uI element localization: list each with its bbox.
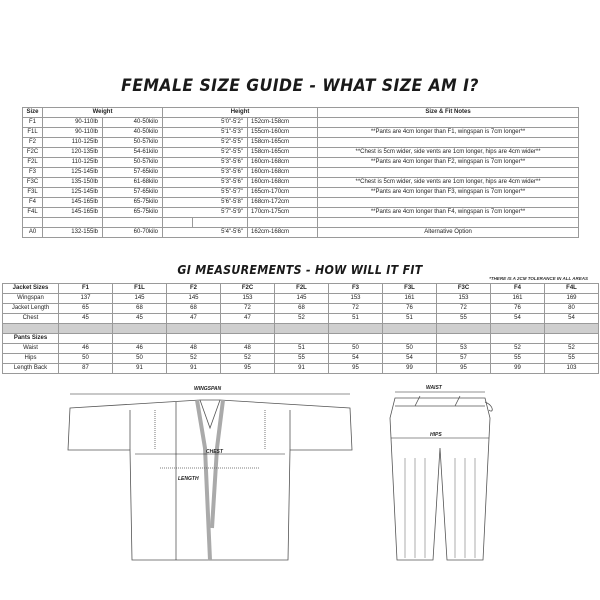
size-cell: F4L [23, 208, 43, 218]
gi-value-cell: 46 [59, 344, 113, 354]
gi-column-header: F2L [275, 284, 329, 294]
weight-kg-cell: 50-57kilo [103, 158, 163, 168]
gi-row [3, 294, 599, 304]
gi-column-header: F3C [437, 284, 491, 294]
size-row [23, 178, 579, 188]
fit-note-cell [318, 168, 579, 178]
gi-divider-cell [329, 324, 383, 334]
weight-lb-cell: 132-155lb [43, 228, 103, 238]
gi-value-cell: 51 [329, 314, 383, 324]
gi-column-header [59, 334, 113, 344]
gi-value-cell: 50 [329, 344, 383, 354]
gi-column-header [383, 334, 437, 344]
height-cm-cell: 155cm-160cm [248, 128, 318, 138]
gi-value-cell: 52 [491, 344, 545, 354]
height-ft-cell: 5'7"-5'9" [163, 208, 248, 218]
weight-kg-cell: 50-57kilo [103, 138, 163, 148]
gi-row-label: Hips [3, 354, 59, 364]
gi-table-body [3, 284, 599, 374]
gi-value-cell: 99 [383, 364, 437, 374]
fit-note-cell: **Chest is 5cm wider, side vents are 1cm longer, hips are 4cm wider** [318, 148, 579, 158]
gi-value-cell: 48 [167, 344, 221, 354]
gi-value-cell: 137 [59, 294, 113, 304]
gi-value-cell: 145 [113, 294, 167, 304]
gi-value-cell: 53 [437, 344, 491, 354]
gi-header-label: Pants Sizes [3, 334, 59, 344]
size-row [23, 188, 579, 198]
spacer-cell [103, 218, 163, 228]
weight-kg-cell: 65-75kilo [103, 198, 163, 208]
size-cell: A0 [23, 228, 43, 238]
gi-value-cell: 145 [275, 294, 329, 304]
gi-row [3, 364, 599, 374]
weight-kg-cell: 61-68kilo [103, 178, 163, 188]
tolerance-note: *THERE IS A 2CM TOLERANCE IN ALL AREAS [489, 276, 588, 281]
height-ft-cell: 5'5"-5'7" [163, 188, 248, 198]
gi-value-cell: 68 [275, 304, 329, 314]
gi-value-cell: 153 [221, 294, 275, 304]
height-ft-cell: 5'1"-5'3" [163, 128, 248, 138]
gi-value-cell: 72 [221, 304, 275, 314]
gi-divider-cell [221, 324, 275, 334]
spacer-row [23, 218, 579, 228]
weight-lb-cell: 120-135lb [43, 148, 103, 158]
page-title: FEMALE SIZE GUIDE - WHAT SIZE AM I? [121, 76, 479, 96]
gi-divider-cell [437, 324, 491, 334]
gi-row-label: Chest [3, 314, 59, 324]
gi-value-cell: 52 [275, 314, 329, 324]
size-cell: F2L [23, 158, 43, 168]
gi-value-cell: 51 [275, 344, 329, 354]
gi-value-cell: 50 [59, 354, 113, 364]
spacer-cell [163, 218, 193, 228]
height-cm-cell: 158cm-165cm [248, 138, 318, 148]
gi-value-cell: 76 [383, 304, 437, 314]
gi-row-label: Wingspan [3, 294, 59, 304]
fit-note-cell [318, 198, 579, 208]
gi-divider-cell [3, 324, 59, 334]
size-row [23, 128, 579, 138]
gi-value-cell: 80 [545, 304, 599, 314]
weight-kg-cell: 65-75kilo [103, 208, 163, 218]
gi-value-cell: 99 [491, 364, 545, 374]
gi-column-header [113, 334, 167, 344]
size-cell: F3C [23, 178, 43, 188]
gi-row-label: Length Back [3, 364, 59, 374]
gi-value-cell: 153 [329, 294, 383, 304]
gi-value-cell: 57 [437, 354, 491, 364]
size-cell: F2 [23, 138, 43, 148]
fit-note-cell: Alternative Option [318, 228, 579, 238]
gi-value-cell: 52 [221, 354, 275, 364]
gi-divider-cell [275, 324, 329, 334]
gi-header-row [3, 284, 599, 294]
fit-note-cell: **Pants are 4cm longer than F4, wingspan is 7cm longer** [318, 208, 579, 218]
gi-column-header [167, 334, 221, 344]
gi-divider-cell [113, 324, 167, 334]
height-cm-cell: 162cm-168cm [248, 228, 318, 238]
gi-divider-cell [383, 324, 437, 334]
spacer-cell [248, 218, 318, 228]
header-size: Size [23, 108, 43, 118]
gi-column-header: F2 [167, 284, 221, 294]
height-cm-cell: 158cm-165cm [248, 148, 318, 158]
fit-note-cell: **Chest is 5cm wider, side vents are 1cm longer, hips are 4cm wider** [318, 178, 579, 188]
gi-value-cell: 55 [437, 314, 491, 324]
size-table-header-row [23, 108, 579, 118]
gi-column-header [491, 334, 545, 344]
gi-row [3, 304, 599, 314]
height-cm-cell: 160cm-168cm [248, 168, 318, 178]
gi-header-row [3, 334, 599, 344]
weight-lb-cell: 90-110lb [43, 118, 103, 128]
weight-kg-cell: 57-65kilo [103, 188, 163, 198]
weight-kg-cell: 60-70kilo [103, 228, 163, 238]
gi-value-cell: 161 [383, 294, 437, 304]
gi-divider-cell [167, 324, 221, 334]
spacer-cell [23, 218, 43, 228]
size-row [23, 198, 579, 208]
fit-note-cell: **Pants are 4cm longer than F1, wingspan is 7cm longer** [318, 128, 579, 138]
gi-value-cell: 65 [59, 304, 113, 314]
gi-value-cell: 50 [113, 354, 167, 364]
size-row [23, 158, 579, 168]
height-cm-cell: 160cm-168cm [248, 178, 318, 188]
fit-note-cell [318, 138, 579, 148]
gi-value-cell: 68 [113, 304, 167, 314]
gi-row [3, 344, 599, 354]
gi-row-label: Waist [3, 344, 59, 354]
size-row [23, 138, 579, 148]
pants-diagram [385, 388, 495, 573]
gi-header-label: Jacket Sizes [3, 284, 59, 294]
gi-value-cell: 145 [167, 294, 221, 304]
gi-value-cell: 95 [221, 364, 275, 374]
gi-value-cell: 50 [383, 344, 437, 354]
height-cm-cell: 165cm-170cm [248, 188, 318, 198]
gi-row-label: Jacket Length [3, 304, 59, 314]
size-cell: F4 [23, 198, 43, 208]
gi-value-cell: 72 [329, 304, 383, 314]
gi-column-header: F4 [491, 284, 545, 294]
weight-lb-cell: 145-165lb [43, 208, 103, 218]
spacer-cell [193, 218, 248, 228]
gi-measurements-title: GI MEASUREMENTS - HOW WILL IT FIT [177, 263, 423, 277]
chest-label: CHEST [206, 449, 223, 455]
gi-column-header [437, 334, 491, 344]
gi-value-cell: 45 [59, 314, 113, 324]
height-ft-cell: 5'3"-5'6" [163, 158, 248, 168]
size-table [22, 107, 579, 238]
weight-kg-cell: 40-50kilo [103, 128, 163, 138]
wingspan-label: WINGSPAN [194, 386, 222, 392]
gi-value-cell: 161 [491, 294, 545, 304]
weight-lb-cell: 110-125lb [43, 158, 103, 168]
size-row [23, 118, 579, 128]
gi-value-cell: 169 [545, 294, 599, 304]
gi-value-cell: 91 [113, 364, 167, 374]
gi-value-cell: 95 [329, 364, 383, 374]
gi-value-cell: 91 [275, 364, 329, 374]
gi-divider-cell [491, 324, 545, 334]
gi-value-cell: 47 [167, 314, 221, 324]
size-cell: F1 [23, 118, 43, 128]
size-cell: F2C [23, 148, 43, 158]
gi-value-cell: 55 [545, 354, 599, 364]
header-height: Height [163, 108, 318, 118]
size-row [23, 208, 579, 218]
size-cell: F3 [23, 168, 43, 178]
gi-value-cell: 47 [221, 314, 275, 324]
gi-value-cell: 51 [383, 314, 437, 324]
spacer-cell [43, 218, 103, 228]
gi-value-cell: 153 [437, 294, 491, 304]
gi-column-header: F4L [545, 284, 599, 294]
weight-lb-cell: 90-110lb [43, 128, 103, 138]
gi-value-cell: 91 [167, 364, 221, 374]
size-cell: F1L [23, 128, 43, 138]
gi-value-cell: 45 [113, 314, 167, 324]
gi-divider-cell [59, 324, 113, 334]
height-ft-cell: 5'2"-5'5" [163, 148, 248, 158]
height-cm-cell: 152cm-158cm [248, 118, 318, 128]
gi-column-header: F2C [221, 284, 275, 294]
gi-value-cell: 52 [545, 344, 599, 354]
weight-lb-cell: 110-125lb [43, 138, 103, 148]
gi-value-cell: 95 [437, 364, 491, 374]
gi-value-cell: 72 [437, 304, 491, 314]
gi-value-cell: 48 [221, 344, 275, 354]
gi-value-cell: 54 [329, 354, 383, 364]
gi-value-cell: 54 [491, 314, 545, 324]
jacket-diagram [60, 388, 360, 573]
gi-value-cell: 87 [59, 364, 113, 374]
hips-label: HIPS [430, 432, 442, 438]
height-cm-cell: 170cm-175cm [248, 208, 318, 218]
gi-value-cell: 54 [545, 314, 599, 324]
height-cm-cell: 168cm-172cm [248, 198, 318, 208]
weight-lb-cell: 125-145lb [43, 188, 103, 198]
gi-column-header [275, 334, 329, 344]
size-row [23, 228, 579, 238]
gi-divider-row [3, 324, 599, 334]
gi-column-header [329, 334, 383, 344]
gi-value-cell: 76 [491, 304, 545, 314]
waist-label: WAIST [426, 385, 442, 391]
gi-value-cell: 103 [545, 364, 599, 374]
height-ft-cell: 5'3"-5'6" [163, 178, 248, 188]
height-ft-cell: 5'0"-5'2" [163, 118, 248, 128]
header-weight: Weight [43, 108, 163, 118]
weight-lb-cell: 125-145lb [43, 168, 103, 178]
fit-note-cell: **Pants are 4cm longer than F2, wingspan is 7cm longer** [318, 158, 579, 168]
height-cm-cell: 160cm-168cm [248, 158, 318, 168]
height-ft-cell: 5'4"-5'6" [163, 228, 248, 238]
height-ft-cell: 5'3"-5'6" [163, 168, 248, 178]
weight-lb-cell: 145-165lb [43, 198, 103, 208]
gi-value-cell: 68 [167, 304, 221, 314]
fit-note-cell [318, 118, 579, 128]
weight-kg-cell: 54-61kilo [103, 148, 163, 158]
gi-value-cell: 46 [113, 344, 167, 354]
weight-kg-cell: 57-65kilo [103, 168, 163, 178]
gi-row [3, 354, 599, 364]
weight-lb-cell: 135-150lb [43, 178, 103, 188]
gi-column-header: F1L [113, 284, 167, 294]
gi-value-cell: 55 [275, 354, 329, 364]
size-row [23, 148, 579, 158]
gi-value-cell: 54 [383, 354, 437, 364]
weight-kg-cell: 40-50kilo [103, 118, 163, 128]
header-notes: Size & Fit Notes [318, 108, 579, 118]
gi-value-cell: 55 [491, 354, 545, 364]
size-cell: F3L [23, 188, 43, 198]
fit-note-cell: **Pants are 4cm longer than F3, wingspan is 7cm longer** [318, 188, 579, 198]
height-ft-cell: 5'6"-5'8" [163, 198, 248, 208]
length-label: LENGTH [178, 476, 199, 482]
spacer-cell [318, 218, 579, 228]
size-row [23, 168, 579, 178]
gi-column-header: F3 [329, 284, 383, 294]
size-table-body [23, 108, 579, 238]
gi-column-header: F1 [59, 284, 113, 294]
gi-column-header [545, 334, 599, 344]
gi-value-cell: 52 [167, 354, 221, 364]
gi-column-header [221, 334, 275, 344]
height-ft-cell: 5'2"-5'5" [163, 138, 248, 148]
gi-divider-cell [545, 324, 599, 334]
gi-measurements-table [2, 283, 599, 374]
gi-column-header: F3L [383, 284, 437, 294]
gi-row [3, 314, 599, 324]
